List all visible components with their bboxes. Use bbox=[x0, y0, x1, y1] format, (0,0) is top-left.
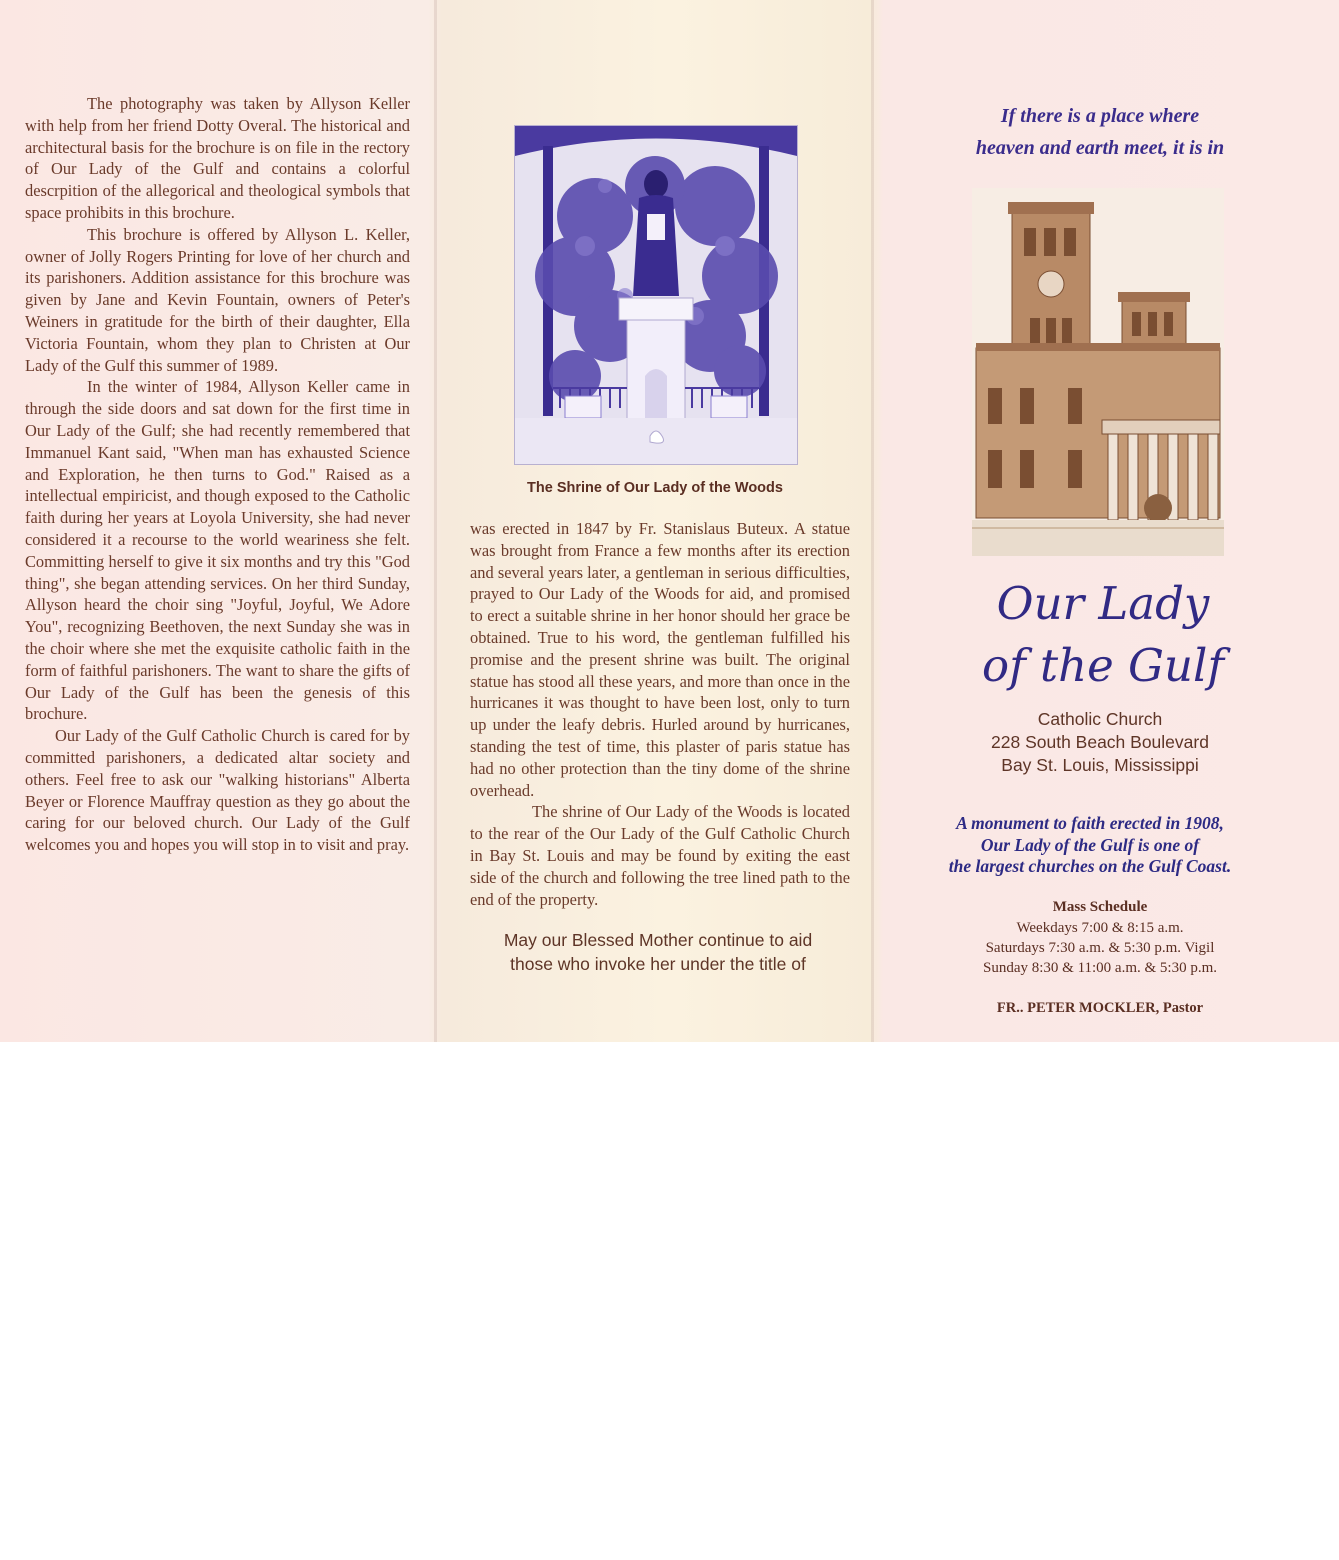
photo-caption: The Shrine of Our Lady of the Woods bbox=[527, 480, 783, 496]
shrine-photo bbox=[514, 125, 798, 465]
mass-schedule-title: Mass Schedule bbox=[1052, 899, 1148, 915]
tagline-line-2: heaven and earth meet, it is in bbox=[975, 137, 1225, 159]
mass-weekdays: Weekdays 7:00 & 8:15 a.m. bbox=[1016, 920, 1184, 936]
mass-saturdays: Saturdays 7:30 a.m. & 5:30 p.m. Vigil bbox=[985, 940, 1215, 956]
monument-statement bbox=[900, 813, 1280, 878]
title-line-2: of the Gulf bbox=[981, 639, 1225, 692]
church-image bbox=[972, 188, 1224, 556]
tagline-line-1: If there is a place where bbox=[1000, 105, 1200, 127]
paragraph-shrine-location: The shrine of Our Lady of the Woods is located to the rear of the Our Lady of the Gulf Catholic Church in Bay St. Louis and may be found by exiting the east side of the church and following the tree lined path to the end of the property. bbox=[470, 802, 850, 909]
church-illustration bbox=[972, 188, 1224, 556]
middle-panel bbox=[470, 518, 850, 1560]
church-title bbox=[948, 573, 1258, 697]
shrine-image bbox=[515, 126, 797, 464]
church-address bbox=[940, 708, 1260, 777]
paragraph-shrine-history: was erected in 1847 by Fr. Stanislaus Buteux. A statue was brought from France a few months after its erection and several years later, a gentleman in serious difficulties, prayed to Our Lady of the Woods for aid, and promised to erect a suitable shrine in her honor should her grace be obtained. True to his word, the gentleman fulfilled his promise and the present shrine was built. The original statue has stood all these years, and more than once in the hurricanes it was thought to have been lost, only to turn up under the leafy debris. Hurled around by hurricanes, standing the test of time, this plaster of paris statue has had no other protection than the tiny dome of the shrine overhead. bbox=[470, 519, 850, 800]
paragraph-winter-1984: In the winter of 1984, Allyson Keller came in through the side doors and sat down for the first time in Our Lady of the Gulf; she had recently remembered that Immanuel Kant said, "When man has exhausted Science and Exploration, he then turns to God." Raised as a intellectual empiricist, and though exposed to the Catholic faith during her years at Loyola University, she had never considered it a recourse to the world weariness she felt. Committing herself to give it six months and try this "God thing", she began attending services. On her third Sunday, Allyson heard the choir sing "Joyful, Joyful, We Adore You", recognizing Beethoven, the next Sunday she was in the choir where she met the exquisite catholic faith in the form of faithful parishoners. The want to share the gifts of Our Lady of the Gulf has been the genesis of this brochure. bbox=[25, 377, 410, 724]
left-panel bbox=[25, 93, 410, 1135]
monument-line-1: A monument to faith erected in 1908, bbox=[956, 813, 1224, 833]
closing-line-2: those who invoke her under the title of bbox=[510, 954, 806, 974]
paragraph-cared-for: Our Lady of the Gulf Catholic Church is cared for by committed parishoners, a dedicated altar society and others. Feel free to ask our "walking historians" Alberta Beyer or Florence Mauffray question as they go about the caring for our beloved church. Our Lady of the Gulf welcomes you and hopes you will stop in to visit and pray. bbox=[25, 726, 410, 855]
tagline bbox=[900, 100, 1300, 164]
monument-line-3: the largest churches on the Gulf Coast. bbox=[948, 856, 1232, 876]
address-line-2: 228 South Beach Boulevard bbox=[991, 732, 1209, 752]
paragraph-offered-by: This brochure is offered by Allyson L. Keller, owner of Jolly Rogers Printing for love of her church and its parishoners. Addition assistance for this brochure was given by Jane and Kevin Fountain, owners of Peter's Weiners in gratitude for the birth of their daughter, Ella Victoria Fountain, whom they plan to Christen at Our Lady of the Gulf this summer of 1989. bbox=[25, 224, 410, 375]
monument-line-2: Our Lady of the Gulf is one of bbox=[980, 834, 1200, 855]
pastor-name: FR.. PETER MOCKLER, Pastor bbox=[996, 1000, 1204, 1016]
fold-line-left bbox=[434, 0, 437, 1042]
title-line-1: Our Lady bbox=[996, 577, 1210, 630]
mass-sunday: Sunday 8:30 & 11:00 a.m. & 5:30 p.m. bbox=[982, 960, 1218, 976]
address-line-3: Bay St. Louis, Mississippi bbox=[1001, 755, 1199, 775]
fold-line-right bbox=[871, 0, 874, 1042]
paragraph-photography: The photography was taken by Allyson Keller with help from her friend Dotty Overal. The historical and architectural basis for the brochure is on file in the rectory of Our Lady of the Gulf and contains a colorful descrpition of the allegorical and theological symbols that space prohibits in this brochure. bbox=[25, 94, 410, 222]
address-line-1: Catholic Church bbox=[1037, 709, 1163, 729]
closing-prayer bbox=[462, 928, 854, 976]
closing-line-1: May our Blessed Mother continue to aid bbox=[503, 930, 813, 950]
